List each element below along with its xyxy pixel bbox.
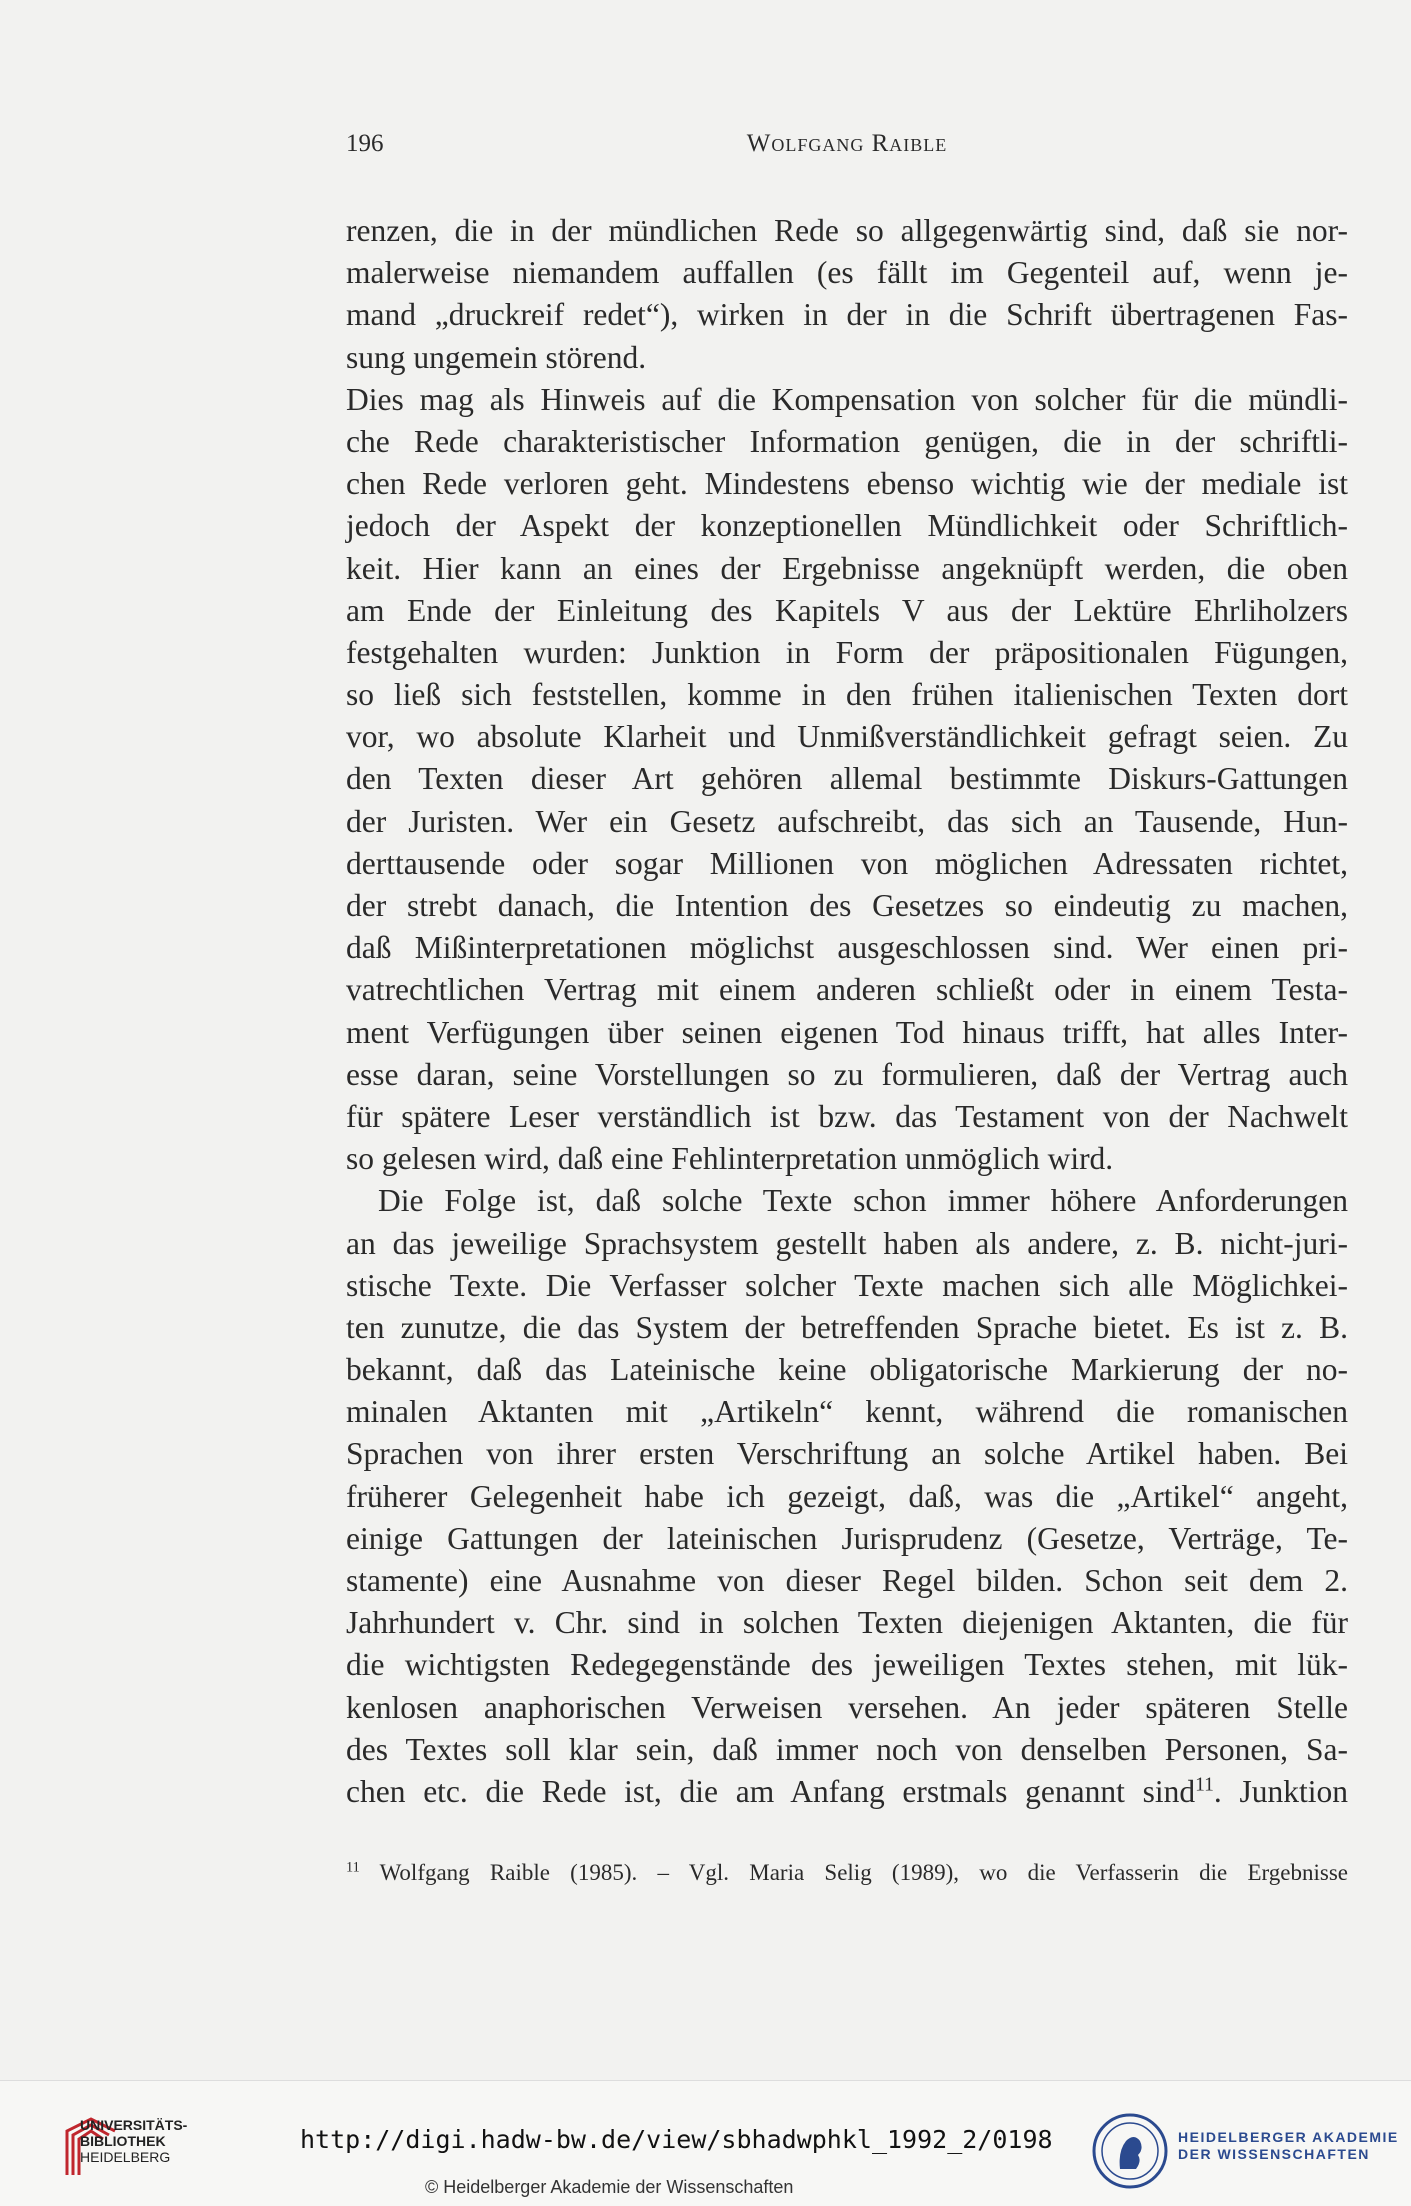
text-line: ten zunutze, die das System der betreffenden Sprache bietet. Es ist z. B. [346, 1309, 1348, 1345]
university-library-name: UNIVERSITÄTS- BIBLIOTHEK HEIDELBERG [80, 2117, 188, 2165]
text-line: Die Folge ist, daß solche Texte schon immer höhere Anforderungen [378, 1183, 1348, 1219]
text-line: minalen Aktanten mit „Artikeln“ kennt, während die romanischen [346, 1394, 1348, 1430]
text-line: renzen, die in der mündlichen Rede so allgegenwärtig sind, daß sie nor- [346, 213, 1348, 248]
text-line: so gelesen wird, daß eine Fehlinterpretation unmöglich wird. [346, 1141, 1114, 1177]
text-line: mand „druckreif redet“), wirken in der in die Schrift übertragenen Fas- [346, 297, 1348, 333]
text-line: keit. Hier kann an eines der Ergebnisse angeknüpft werden, die oben [346, 550, 1348, 586]
academy-name: HEIDELBERGER AKADEMIE DER WISSENSCHAFTEN [1178, 2129, 1399, 2162]
text-line: Sprachen von ihrer ersten Verschriftung an solche Artikel haben. Bei [346, 1436, 1348, 1472]
text-line: der strebt danach, die Intention des Gesetzes so eindeutig zu machen, [346, 888, 1348, 923]
text-line: der Juristen. Wer ein Gesetz aufschreibt, das sich an Tausende, Hun- [346, 803, 1348, 839]
text-line: derttausende oder sogar Millionen von möglichen Adressaten richtet, [346, 845, 1348, 881]
text-line: früherer Gelegenheit habe ich gezeigt, daß, was die „Artikel“ angeht, [346, 1478, 1348, 1514]
text-line: kenlosen anaphorischen Verweisen versehen. An jeder späteren Stelle [346, 1689, 1348, 1725]
footnote [346, 1860, 1348, 1886]
text-line: stamente) eine Ausnahme von dieser Regel bilden. Schon seit dem 2. [346, 1563, 1348, 1598]
footnote-number: 11 [346, 1859, 360, 1876]
text-line: malerweise niemandem auffallen (es fällt im Gegenteil auf, wenn je- [346, 255, 1348, 291]
text-line: einige Gattungen der lateinischen Jurisprudenz (Gesetze, Verträge, Te- [346, 1520, 1348, 1556]
academy-seal-icon [1090, 2111, 1170, 2191]
running-head: Wolfgang Raible [746, 130, 948, 157]
text-line: Dies mag als Hinweis auf die Kompensation von solcher für die mündli- [346, 381, 1348, 417]
text-line: sung ungemein störend. [346, 339, 647, 375]
text-line: am Ende der Einleitung des Kapitels V aus der Lektüre Ehrliholzers [346, 592, 1348, 628]
footnote-text: Wolfgang Raible (1985). – Vgl. Maria Selig (1989), wo die Verfasserin die Ergebnisse [379, 1860, 1348, 1885]
text-line: esse daran, seine Vorstellungen so zu formulieren, daß der Vertrag auch [346, 1056, 1348, 1092]
text-line: stische Texte. Die Verfasser solcher Texte machen sich alle Möglichkei- [346, 1267, 1348, 1303]
permalink-url[interactable]: http://digi.hadw-bw.de/view/sbhadwphkl_1992_2/0198 [300, 2125, 1053, 2154]
page-header [346, 130, 1348, 170]
page-number: 196 [346, 130, 384, 157]
text-line: für spätere Leser verständlich ist bzw. das Testament von der Nachwelt [346, 1098, 1348, 1134]
text-line: vatrechtlichen Vertrag mit einem anderen schließt oder in einem Testa- [346, 972, 1348, 1008]
text-line: chen etc. die Rede ist, die am Anfang erstmals genannt sind$^{11}$. Junktion [346, 1773, 1348, 1809]
text-line: festgehalten wurden: Junktion in Form der präpositionalen Fügungen, [346, 634, 1348, 670]
text-line: jedoch der Aspekt der konzeptionellen Mündlichkeit oder Schriftlich- [346, 508, 1348, 544]
text-line: Jahrhundert v. Chr. sind in solchen Texten diejenigen Aktanten, die für [346, 1605, 1348, 1641]
text-line: den Texten dieser Art gehören allemal bestimmte Diskurs-Gattungen [346, 761, 1348, 797]
text-line: daß Mißinterpretationen möglichst ausgeschlossen sind. Wer einen pri- [346, 930, 1348, 966]
text-line: des Textes soll klar sein, daß immer noch von denselben Personen, Sa- [346, 1731, 1348, 1767]
copyright-notice: © Heidelberger Akademie der Wissenschaften [425, 2177, 794, 2197]
text-line: vor, wo absolute Klarheit und Unmißverständlichkeit gefragt seien. Zu [346, 719, 1348, 755]
text-line: an das jeweilige Sprachsystem gestellt haben als andere, z. B. nicht-juri- [346, 1225, 1348, 1261]
text-line: so ließ sich feststellen, komme in den frühen italienischen Texten dort [346, 677, 1348, 713]
text-line: die wichtigsten Redegegenstände des jeweiligen Textes stehen, mit lük- [346, 1647, 1348, 1683]
text-line: chen Rede verloren geht. Mindestens ebenso wichtig wie der mediale ist [346, 466, 1348, 502]
text-line: bekannt, daß das Lateinische keine obligatorische Markierung der no- [346, 1352, 1348, 1388]
text-line: che Rede charakteristischer Information genügen, die in der schriftli- [346, 423, 1348, 459]
viewer-footer [0, 2080, 1411, 2206]
footnote-reference[interactable]: 11 [1195, 1774, 1214, 1796]
text-line: ment Verfügungen über seinen eigenen Tod hinaus trifft, hat alles Inter- [346, 1014, 1348, 1050]
body-text [346, 210, 1348, 1813]
